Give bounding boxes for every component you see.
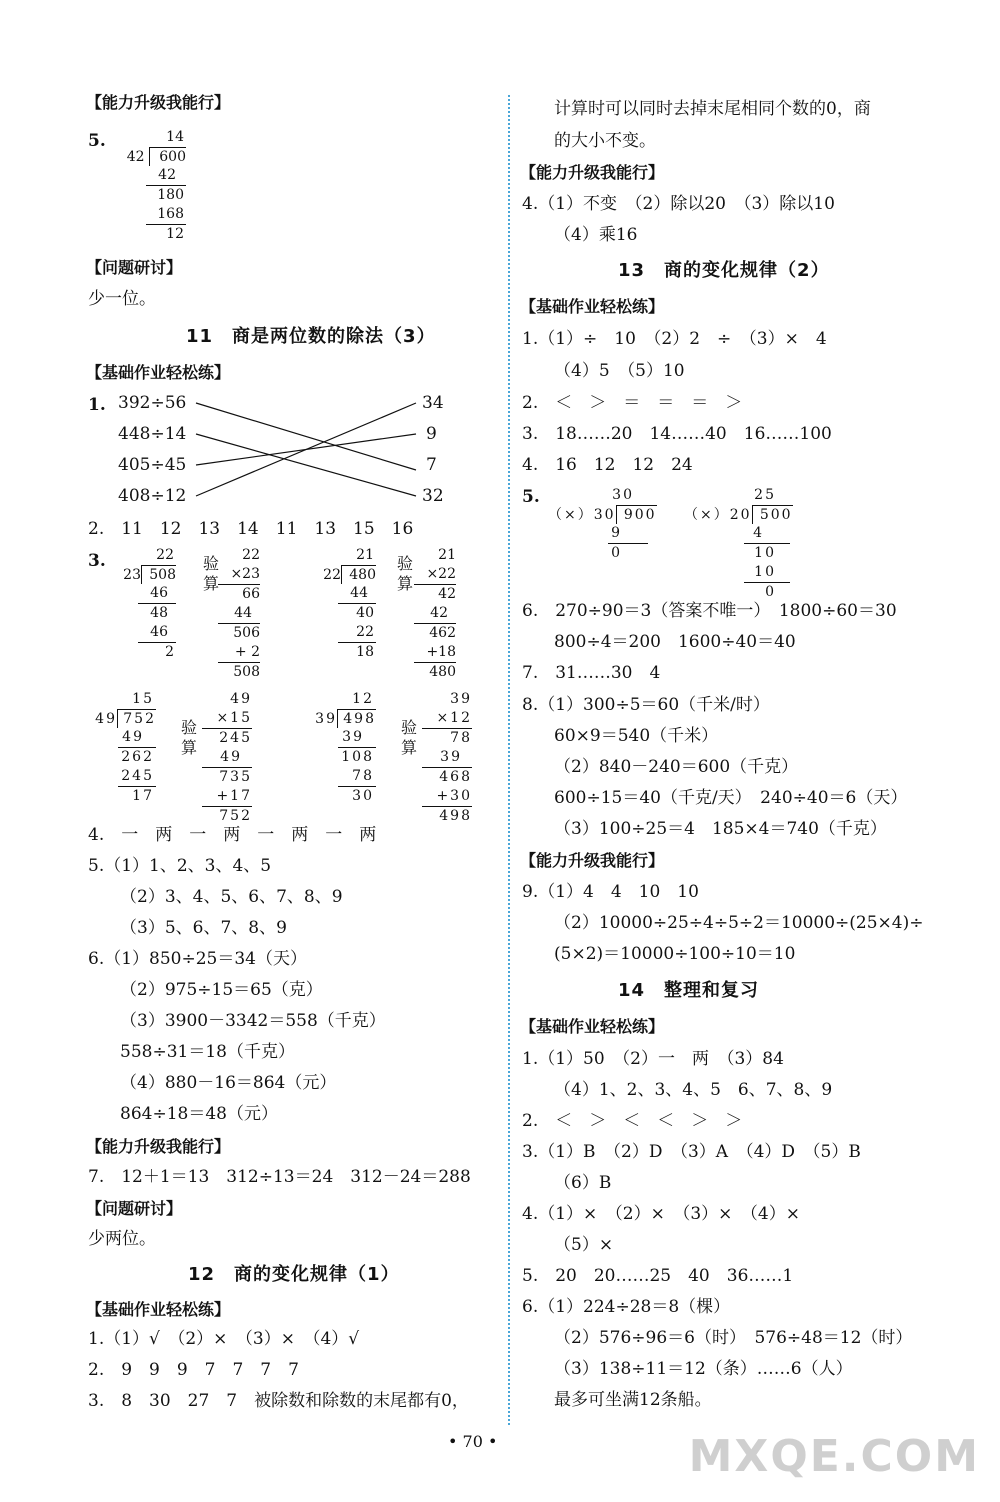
question-number: 5. <box>522 487 540 507</box>
step: 78 <box>338 767 376 787</box>
answer-line: 最多可坐满12条船。 <box>554 1390 712 1410</box>
step: 468 <box>439 769 472 785</box>
answer-line: （3）100÷25＝4 185×4＝740（千克） <box>554 819 887 839</box>
step: 4 <box>744 524 790 544</box>
quotient: 21 <box>356 547 374 563</box>
match-left-item: 405÷45 <box>118 455 187 475</box>
long-division-q5 <box>116 128 186 244</box>
section-heading: 【能力升级我能行】 <box>86 93 231 112</box>
answer-line: （5）× <box>554 1235 614 1255</box>
answer-line: 8.（1）300÷5＝60（千米/时） <box>522 695 770 715</box>
check-label: 算 <box>400 738 417 757</box>
remainder: 0 <box>611 545 622 561</box>
quotient: 22 <box>156 547 174 563</box>
quotient: 25 <box>754 487 776 503</box>
divisor: 42 <box>126 149 145 165</box>
divisor: （×）20 <box>684 507 752 523</box>
quotient: 12 <box>352 691 374 707</box>
step: + 2 <box>218 643 260 663</box>
dividend-row <box>88 709 156 728</box>
step: 49 <box>230 691 252 707</box>
step: 39 <box>338 728 376 748</box>
answer-line: 600÷15＝40（千克/天） 240÷40＝6（天） <box>554 788 908 808</box>
step: 245 <box>118 767 156 787</box>
section-heading: 【基础作业轻松练】 <box>520 297 665 316</box>
question-number: 5. <box>88 131 106 151</box>
answer-line: 4. 16 12 12 24 <box>522 455 693 475</box>
vertical-check <box>422 690 472 826</box>
check-label: 验 <box>400 718 417 737</box>
lesson-title: 12 商的变化规律（1） <box>188 1264 400 1285</box>
step: 168 <box>157 206 184 222</box>
answer-line: 6. 270÷90＝3（答案不唯一） 1800÷60＝30 <box>522 601 897 621</box>
answer-line: 6.（1）850÷25＝34（天） <box>88 949 307 969</box>
quotient: 14 <box>166 129 184 145</box>
dividend: 600 <box>149 147 186 166</box>
step: 480 <box>429 664 456 680</box>
step: 39 <box>422 748 472 768</box>
question-number: 1. <box>88 395 106 415</box>
step: 21 <box>438 547 456 563</box>
answer-line: （2）3、4、5、6、7、8、9 <box>120 887 343 907</box>
answer-line: 60×9＝540（千米） <box>554 726 719 746</box>
answer-text: 计算时可以同时去掉末尾相同个数的0，商 <box>554 99 871 119</box>
answer-text: 少一位。 <box>88 289 156 309</box>
answer-line: 3. 18……20 14……40 16……100 <box>522 424 832 444</box>
answer-line: 2. ＜ ＞ ＝ ＝ ＝ ＞ <box>522 393 743 413</box>
dividend: 500 <box>752 505 793 524</box>
match-line <box>196 434 416 496</box>
check-label: 算 <box>396 574 413 593</box>
check-label: 验 <box>202 554 219 573</box>
dividend: 480 <box>341 565 376 584</box>
section-heading: 【问题研讨】 <box>86 258 183 277</box>
step: 66 <box>242 586 260 602</box>
answer-line: 2. ＜ ＞ ＜ ＜ ＞ ＞ <box>522 1111 743 1131</box>
vertical-check <box>414 546 456 682</box>
answer-line: （6）B <box>554 1173 612 1193</box>
step: 498 <box>439 808 472 824</box>
step: 262 <box>121 749 154 765</box>
remainder: 17 <box>132 788 154 804</box>
match-left-item: 448÷14 <box>118 424 187 444</box>
answer-line: （3）138÷11＝12（条）……6（人） <box>554 1359 853 1379</box>
long-division <box>88 690 156 806</box>
answer-text: 的大小不变。 <box>554 131 656 151</box>
step: 39 <box>450 691 472 707</box>
match-left-item: 408÷12 <box>118 486 187 506</box>
dividend-row <box>116 147 186 166</box>
section-heading: 【能力升级我能行】 <box>520 851 665 870</box>
answer-line: (5×2)＝10000÷100÷10＝10 <box>554 944 796 964</box>
step: 10 <box>744 563 790 583</box>
answer-line: （2）975÷15＝65（克） <box>120 980 323 1000</box>
answer-line: 4. 一 两 一 两 一 两 一 两 <box>88 825 377 845</box>
step: +18 <box>414 643 456 663</box>
answer-line: （2）840－240＝600（千克） <box>554 757 799 777</box>
match-right-item: 7 <box>426 455 437 475</box>
section-heading: 【能力升级我能行】 <box>520 163 665 182</box>
remainder: 0 <box>765 584 776 600</box>
step: 752 <box>219 808 252 824</box>
match-right-item: 9 <box>426 424 437 444</box>
long-division <box>548 486 657 563</box>
match-left-item: 392÷56 <box>118 393 187 413</box>
answer-line: 800÷4＝200 1600÷40＝40 <box>554 632 796 652</box>
lesson-title: 13 商的变化规律（2） <box>618 260 830 281</box>
question-number: 3. <box>88 551 106 571</box>
column-divider <box>508 95 510 1425</box>
step: 735 <box>219 769 252 785</box>
answer-line: 558÷31＝18（千克） <box>120 1042 295 1062</box>
answer-line: 1.（1）÷ 10 （2）2 ÷ （3）× 4 <box>522 329 827 349</box>
step: 462 <box>429 625 456 641</box>
section-heading: 【问题研讨】 <box>86 1199 183 1218</box>
section-heading: 【基础作业轻松练】 <box>86 363 231 382</box>
answer-line: （4）880－16＝864（元） <box>120 1073 337 1093</box>
check-label: 算 <box>180 738 197 757</box>
long-division <box>312 546 376 662</box>
step: ×22 <box>414 565 456 585</box>
dividend-row <box>312 565 376 584</box>
remainder: 18 <box>356 644 374 660</box>
step: 46 <box>138 584 176 604</box>
answer-line: 864÷18＝48（元） <box>120 1104 278 1124</box>
step: ×15 <box>202 709 252 729</box>
answer-line: 6.（1）224÷28＝8（棵） <box>522 1297 731 1317</box>
divisor: 39 <box>315 711 337 727</box>
long-division <box>112 546 176 662</box>
step: 180 <box>146 185 186 205</box>
step: 108 <box>341 749 374 765</box>
match-right-item: 32 <box>422 486 444 506</box>
divisor: 23 <box>123 567 141 583</box>
dividend-row <box>112 565 176 584</box>
watermark: MXQE.COM <box>688 1431 980 1482</box>
answer-line: （3）5、6、7、8、9 <box>120 918 287 938</box>
vertical-check <box>218 546 260 682</box>
step: ×12 <box>422 709 472 729</box>
step: 42 <box>438 586 456 602</box>
dividend-row <box>308 709 376 728</box>
answer-line: 1.（1）√ （2）× （3）× （4）√ <box>88 1329 360 1349</box>
answer-line: 1.（1）50 （2）一 两 （3）84 <box>522 1049 784 1069</box>
answer-line: （2）10000÷25÷4÷5÷2＝10000÷(25×4)÷ <box>554 913 924 933</box>
matching-question <box>118 392 448 522</box>
answer-line: （3）3900－3342＝558（千克） <box>120 1011 386 1031</box>
step: 48 <box>150 605 168 621</box>
step: 22 <box>242 547 260 563</box>
dividend: 752 <box>117 709 156 728</box>
step: 245 <box>219 730 252 746</box>
step: +17 <box>202 787 252 807</box>
dividend-row <box>548 505 657 524</box>
answer-line: 9.（1）4 4 10 10 <box>522 882 699 902</box>
answer-line: 5. 20 20……25 40 36……1 <box>522 1266 794 1286</box>
quotient: 30 <box>612 487 634 503</box>
lesson-title: 11 商是两位数的除法（3） <box>186 326 436 347</box>
step: 10 <box>754 545 776 561</box>
match-line <box>196 403 416 496</box>
answer-text: 少两位。 <box>88 1229 156 1249</box>
lesson-title: 14 整理和复习 <box>618 980 760 1001</box>
section-heading: 【能力升级我能行】 <box>86 1137 231 1156</box>
answer-line: （4）5 （5）10 <box>554 361 685 381</box>
answer-line: 3. 8 30 27 7 被除数和除数的末尾都有0， <box>88 1391 469 1411</box>
step: 506 <box>233 625 260 641</box>
step: 46 <box>138 623 176 643</box>
step: 49 <box>202 748 252 768</box>
dividend: 508 <box>141 565 176 584</box>
answer-line: （2）576÷96＝6（时） 576÷48＝12（时） <box>554 1328 913 1348</box>
divisor: （×）30 <box>548 507 616 523</box>
step: 49 <box>118 728 156 748</box>
long-division <box>308 690 376 806</box>
divisor: 22 <box>323 567 341 583</box>
check-label: 算 <box>202 574 219 593</box>
check-label: 验 <box>396 554 413 573</box>
dividend-row <box>684 505 793 524</box>
long-division <box>684 486 793 602</box>
remainder: 30 <box>352 788 374 804</box>
step: +30 <box>422 787 472 807</box>
answer-line: 7. 31……30 4 <box>522 663 661 683</box>
vertical-check <box>202 690 252 826</box>
answer-line: （4）1、2、3、4、5 6、7、8、9 <box>554 1080 833 1100</box>
step: 42 <box>414 604 456 624</box>
quotient: 15 <box>132 691 154 707</box>
section-heading: 【基础作业轻松练】 <box>86 1300 231 1319</box>
remainder: 12 <box>146 224 186 244</box>
answer-line: （4）乘16 <box>554 225 638 245</box>
match-right-item: 34 <box>422 393 444 413</box>
answer-line: 2. 9 9 9 7 7 7 7 <box>88 1360 299 1380</box>
remainder: 2 <box>165 644 174 660</box>
step: 9 <box>608 524 648 544</box>
answer-line: 5.（1）1、2、3、4、5 <box>88 856 272 876</box>
dividend: 498 <box>337 709 376 728</box>
step: 42 <box>158 167 176 183</box>
match-lines <box>118 392 448 522</box>
section-heading: 【基础作业轻松练】 <box>520 1017 665 1036</box>
answer-line: 4.（1）× （2）× （3）× （4）× <box>522 1204 800 1224</box>
page-number: • 70 • <box>448 1432 498 1451</box>
step: 44 <box>218 604 260 624</box>
answer-line: 3.（1）B （2）D （3）A （4）D （5）B <box>522 1142 861 1162</box>
step: 44 <box>338 584 376 604</box>
step: 78 <box>450 730 472 746</box>
step: 508 <box>233 664 260 680</box>
answer-line: 7. 12＋1＝13 312÷13＝24 312－24＝288 <box>88 1167 471 1187</box>
step: 40 <box>356 605 374 621</box>
dividend: 900 <box>616 505 657 524</box>
divisor: 49 <box>95 711 117 727</box>
step: ×23 <box>218 565 260 585</box>
answer-line: 4.（1）不变 （2）除以20 （3）除以10 <box>522 194 835 214</box>
step: 22 <box>338 623 376 643</box>
answer-line: 2. 11 12 13 14 11 13 15 16 <box>88 519 414 539</box>
check-label: 验 <box>180 718 197 737</box>
